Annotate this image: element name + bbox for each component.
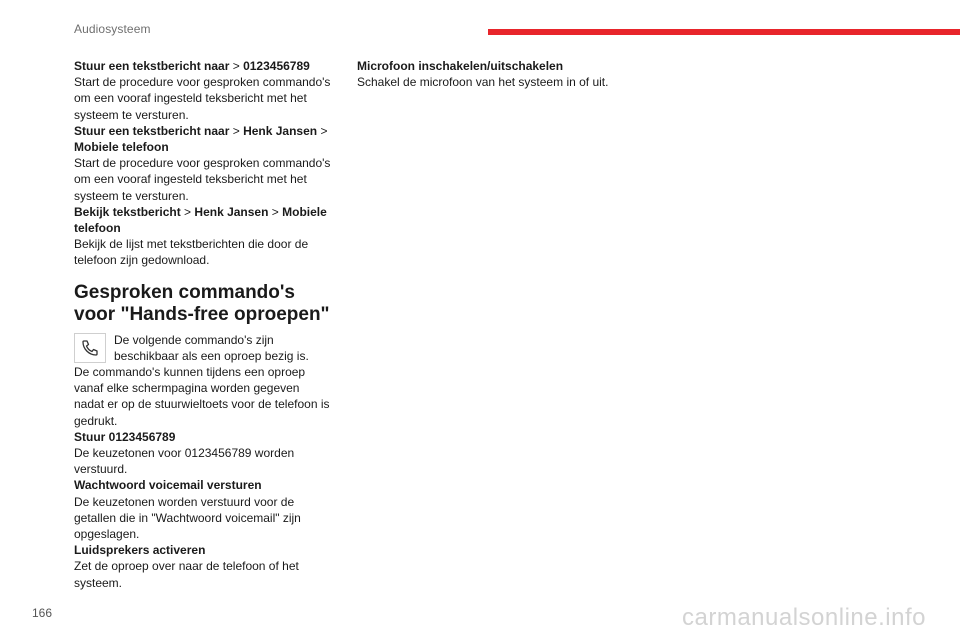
command-block-voicemail-password — [74, 477, 344, 542]
command-description: om een vooraf ingesteld teksbericht met het — [74, 172, 307, 187]
command-block-send-sms-contact — [74, 123, 344, 204]
command-name: Wachtwoord voicemail versturen — [74, 478, 262, 493]
command-name: Microfoon inschakelen/uitschakelen — [357, 59, 564, 73]
call-note — [74, 332, 344, 364]
section-heading: Gesproken commando's voor "Hands-free oproepen" — [74, 281, 330, 325]
command-description: Zet de oproep over naar de telefoon of het — [74, 559, 299, 574]
command-block-view-sms — [74, 204, 344, 269]
command-block-speakers — [74, 542, 344, 591]
call-note-text: De volgende commando's zijn beschikbaar als een oproep bezig is. — [114, 332, 309, 363]
command-description: Bekijk de lijst met tekstberichten die door de — [74, 237, 309, 252]
command-description: opgeslagen. — [74, 527, 140, 542]
separator: > — [180, 204, 195, 219]
command-target: 0123456789 — [243, 59, 310, 73]
command-name: Bekijk tekstbericht — [74, 204, 181, 219]
command-name: Stuur een tekstbericht naar — [74, 59, 230, 73]
command-description: systeem. — [74, 575, 123, 590]
command-description: getallen die in "Wachtwoord voicemail" zijn — [74, 510, 301, 525]
command-description: om een vooraf ingesteld teksbericht met het — [74, 91, 307, 106]
command-description: systeem te versturen. — [74, 107, 189, 122]
command-description: De keuzetonen worden verstuurd voor de — [74, 494, 295, 509]
separator: > — [317, 123, 328, 138]
header-accent-bar — [488, 29, 960, 35]
command-description: systeem te versturen. — [74, 188, 189, 203]
command-description: telefoon zijn gedownload. — [74, 253, 210, 268]
watermark: carmanualsonline.info — [682, 604, 926, 631]
command-device: Mobiele telefoon — [74, 140, 169, 155]
command-description: De keuzetonen voor 0123456789 worden — [74, 446, 295, 461]
page-header-title: Audiosysteem — [74, 22, 151, 36]
command-block-microphone — [357, 58, 657, 90]
right-column — [357, 58, 657, 90]
command-contact: Henk Jansen — [194, 204, 269, 219]
command-contact: Henk Jansen — [243, 123, 318, 138]
separator: > — [229, 59, 244, 73]
command-description: Start de procedure voor gesproken commando's — [74, 75, 331, 90]
command-block-send-sms-number — [74, 58, 344, 123]
command-block-send-dtmf — [74, 429, 344, 478]
separator: > — [268, 204, 283, 219]
command-description: Schakel de microfoon van het systeem in of uit. — [357, 75, 609, 90]
command-name: Luidsprekers activeren — [74, 543, 206, 558]
command-description: Start de procedure voor gesproken commando's — [74, 156, 331, 171]
command-name: Stuur een tekstbericht naar — [74, 123, 230, 138]
command-description: verstuurd. — [74, 462, 128, 477]
phone-icon — [74, 333, 106, 363]
command-device: telefoon — [74, 221, 121, 236]
command-line — [74, 58, 344, 74]
command-line — [74, 123, 344, 139]
page-number: 166 — [32, 606, 53, 620]
separator: > — [229, 123, 244, 138]
command-name: Stuur 0123456789 — [74, 429, 176, 444]
left-column — [74, 58, 344, 591]
intro-paragraph: De commando's kunnen tijdens een oproep vanaf elke schermpagina worden gegeven nadat er op de stuurwieltoets voor de telefoon is gedrukt. — [74, 365, 330, 428]
command-line — [74, 204, 344, 220]
command-device: Mobiele — [282, 204, 327, 219]
